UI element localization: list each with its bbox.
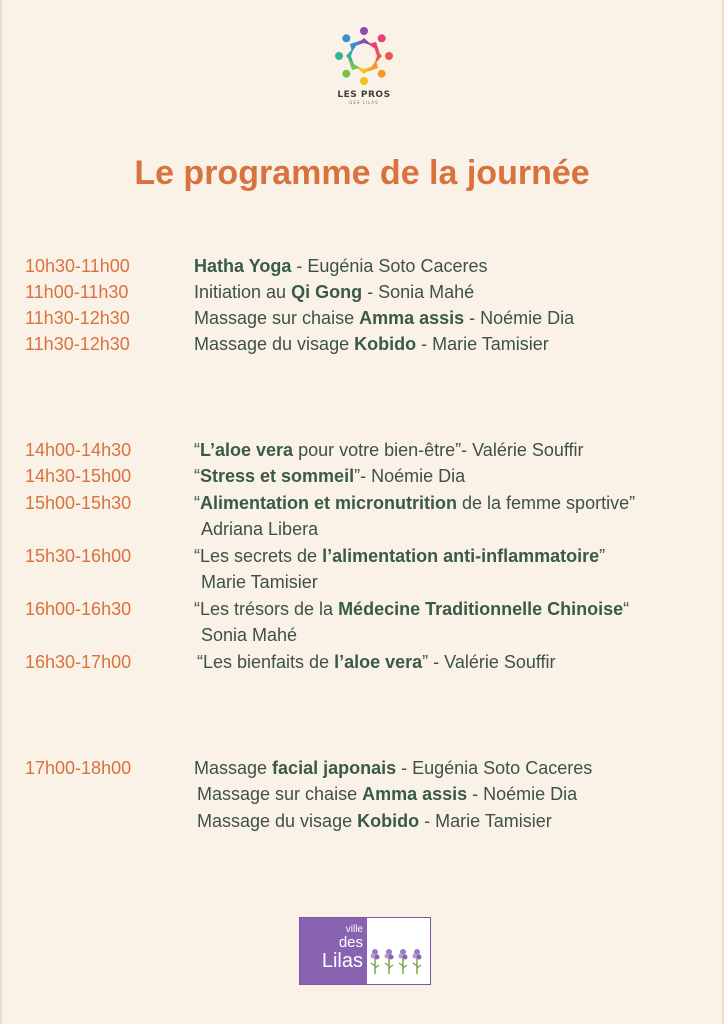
people-circle-icon	[332, 24, 396, 88]
session-description: Massage facial japonais - Eugénia Soto Caceres	[194, 758, 593, 778]
time-slot: 14h30-15h00	[25, 466, 132, 486]
ville-des-lilas-logo	[299, 917, 431, 985]
schedule-row	[2, 490, 722, 516]
time-slot: 11h00-11h30	[25, 282, 129, 302]
time-slot: 17h00-18h00	[25, 758, 132, 778]
session-description: “Les trésors de la Médecine Traditionnelle Chinoise“	[194, 599, 630, 619]
schedule-row	[2, 463, 722, 489]
session-description: Massage sur chaise Amma assis - Noémie Dia	[194, 308, 575, 328]
logo-title: LES PROS	[337, 90, 391, 100]
logo-subtitle: DES LILAS	[349, 100, 379, 105]
schedule-row	[2, 543, 722, 569]
session-description: Initiation au Qi Gong - Sonia Mahé	[194, 282, 475, 302]
schedule-row	[2, 596, 722, 622]
speaker-name: Sonia Mahé	[201, 625, 298, 645]
schedule-row-continuation	[2, 516, 722, 542]
time-slot: 10h30-11h00	[25, 256, 130, 276]
les-pros-logo	[328, 24, 400, 105]
time-slot: 16h30-17h00	[25, 652, 132, 672]
schedule-row	[2, 437, 722, 463]
schedule-row-continuation	[2, 569, 722, 595]
session-description: Massage du visage Kobido - Marie Tamisier	[194, 334, 549, 354]
speaker-name: Marie Tamisier	[201, 572, 318, 592]
schedule-row-continuation	[2, 808, 722, 834]
session-description: Massage sur chaise Amma assis - Noémie Dia	[197, 784, 578, 804]
session-description: “Les bienfaits de l’aloe vera” - Valérie Souffir	[197, 652, 556, 672]
schedule-row	[2, 755, 722, 781]
time-slot: 16h00-16h30	[25, 599, 132, 619]
time-slot: 14h00-14h30	[25, 440, 132, 460]
page-title: Le programme de la journée	[134, 154, 590, 192]
schedule-row	[2, 305, 722, 331]
session-description: Hatha Yoga - Eugénia Soto Caceres	[194, 256, 488, 276]
logo-text-block	[300, 918, 367, 984]
session-description: “Stress et sommeil”- Noémie Dia	[194, 466, 466, 486]
time-slot: 15h30-16h00	[25, 546, 132, 566]
session-description: Massage du visage Kobido - Marie Tamisier	[197, 811, 552, 831]
time-slot: 11h30-12h30	[25, 308, 130, 328]
logo-lilas: Lilas	[321, 950, 363, 972]
speaker-name: Adriana Libera	[201, 519, 319, 539]
logo-des: des	[338, 934, 363, 951]
session-description: “Les secrets de l’alimentation anti-inflammatoire”	[194, 546, 606, 566]
time-slot: 11h30-12h30	[25, 334, 130, 354]
schedule-row-continuation	[2, 622, 722, 648]
lilac-flowers-icon	[368, 944, 426, 983]
schedule-row	[2, 253, 722, 279]
schedule-row	[2, 331, 722, 357]
schedule-row	[2, 649, 722, 675]
time-slot: 15h00-15h30	[25, 493, 132, 513]
schedule-row-continuation	[2, 781, 722, 807]
logo-ville: ville	[345, 924, 363, 935]
session-description: “Alimentation et micronutrition de la femme sportive”	[194, 493, 636, 513]
session-description: “L’aloe vera pour votre bien-être”- Valérie Souffir	[194, 440, 584, 460]
schedule-row	[2, 279, 722, 305]
